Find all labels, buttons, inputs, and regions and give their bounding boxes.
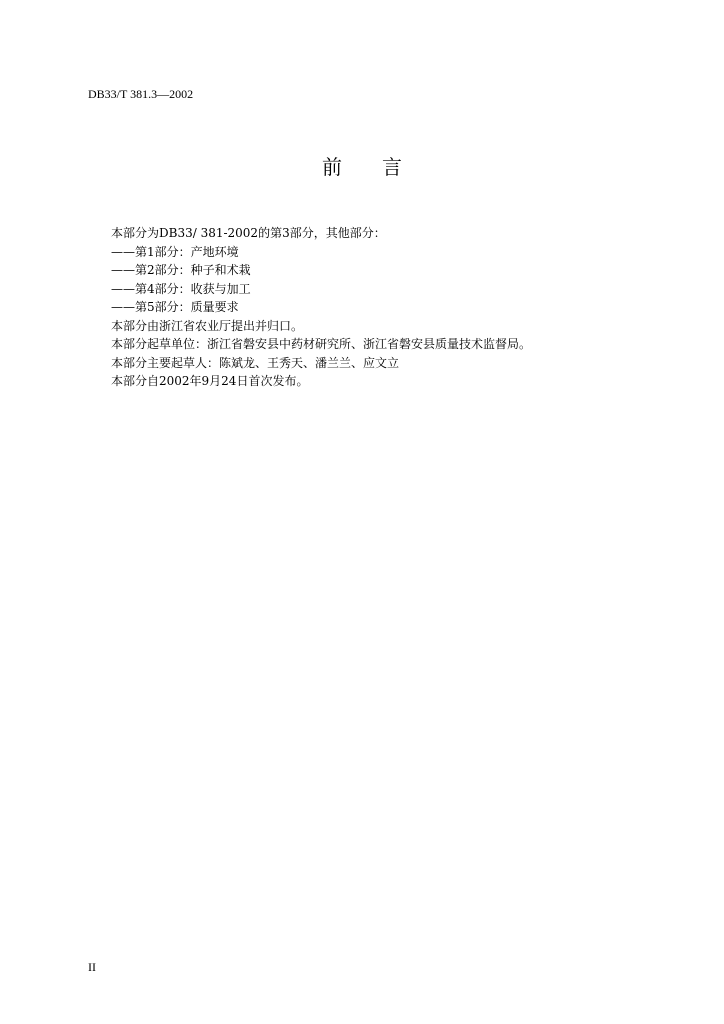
- foreword-line-drafters: 本部分主要起草人：陈斌龙、王秀天、潘兰兰、应文立: [111, 355, 400, 370]
- foreword-line-release-date: 本部分自2002年9月24日首次发布。: [111, 374, 309, 388]
- foreword-line-part-1: ——第1部分：产地环境: [111, 244, 239, 259]
- foreword-line-drafting-units: 本部分起草单位：浙江省磐安县中药材研究所、浙江省磐安县质量技术监督局。: [111, 337, 532, 351]
- foreword-line-part-2: ——第2部分：种子和术栽: [111, 263, 251, 277]
- title-char-2: 言: [382, 155, 402, 179]
- foreword-line-part-5: ——第5部分：质量要求: [111, 300, 239, 314]
- foreword-line-scope: 本部分为DB33/ 381-2002的第3部分，其他部分：: [111, 226, 386, 240]
- page-title: [0, 155, 724, 179]
- foreword-line-part-4: ——第4部分：收获与加工: [111, 281, 251, 296]
- foreword-line-proposer: 本部分由浙江省农业厅提出并归口。: [111, 318, 304, 333]
- foreword-body: [111, 224, 671, 391]
- page-number: II: [88, 960, 96, 974]
- title-char-1: 前: [322, 155, 342, 179]
- document-code: DB33/T 381.3—2002: [88, 87, 194, 101]
